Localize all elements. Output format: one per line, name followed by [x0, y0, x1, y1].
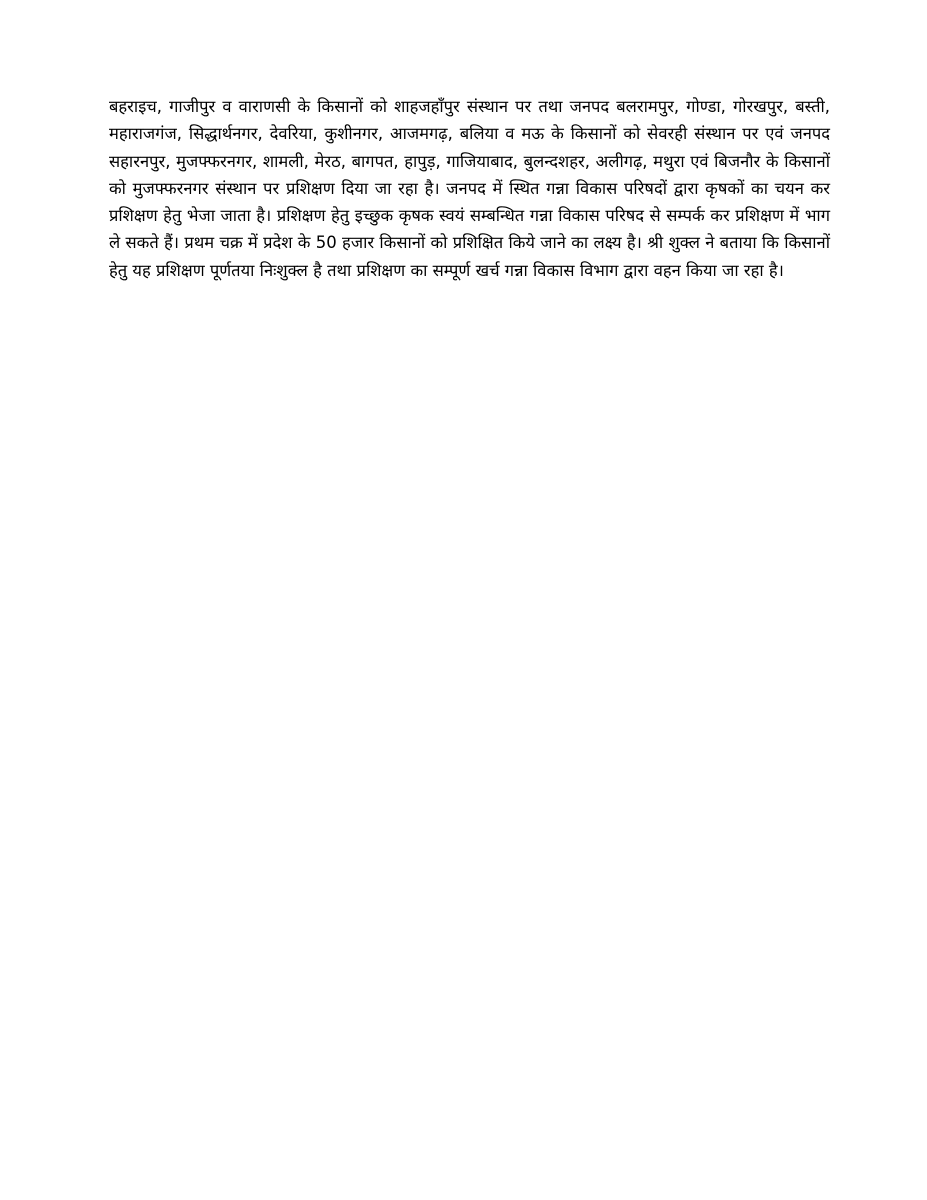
body-paragraph: बहराइच, गाजीपुर व वाराणसी के किसानों को शाहजहाँपुर संस्थान पर तथा जनपद बलरामपुर, गोण्डा, गोरखपुर, बस्ती, महाराजगंज, सिद्धार्थनगर, देवरिया, कुशीनगर, आजमगढ़, बलिया व मऊ के किसानों को सेवरही संस्थान पर एवं जनपद सहारनपुर, मुजफ्फरनगर, शामली, मेरठ, बागपत, हापुड़, गाजियाबाद, बुलन्दशहर, अलीगढ़, मथुरा एवं बिजनौर के किसानों को मुजफ्फरनगर संस्थान पर प्रशिक्षण दिया जा रहा है। जनपद में स्थित गन्ना विकास परिषदों द्वारा कृषकों का चयन कर प्रशिक्षण हेतु भेजा जाता है। प्रशिक्षण हेतु इच्छुक कृषक स्वयं सम्बन्धित गन्ना विकास परिषद से सम्पर्क कर प्रशिक्षण में भाग ले सकते हैं। प्रथम चक्र में प्रदेश के 50 हजार किसानों को प्रशिक्षित किये जाने का लक्ष्य है। श्री शुक्ल ने बताया कि किसानों हेतु यह प्रशिक्षण पूर्णतया निःशुक्ल है तथा प्रशिक्षण का सम्पूर्ण खर्च गन्ना विकास विभाग द्वारा वहन किया जा रहा है।: [109, 97, 830, 280]
